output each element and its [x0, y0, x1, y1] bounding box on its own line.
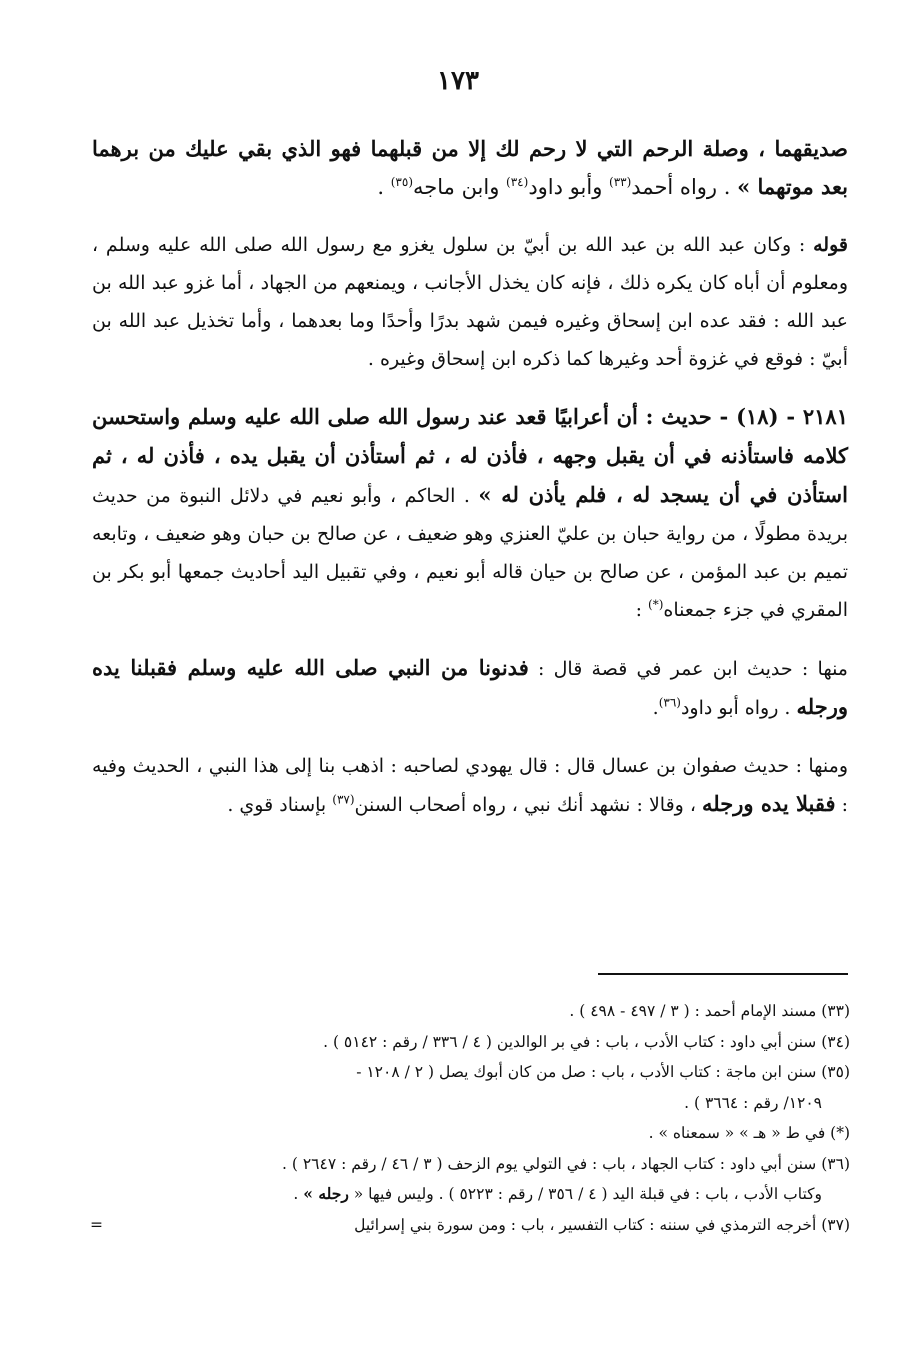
paragraph-hadith-2181: [92, 398, 848, 629]
footnote-36: (٣٦) سنن أبي داود : كتاب الجهاد ، باب : في التولي يوم الزحف ( ٣ / ٤٦ / رقم : ٢٦٤٧ ) .: [282, 1154, 850, 1173]
footnote-ref[interactable]: (٣٣): [609, 175, 632, 189]
footnote-ref[interactable]: (*): [648, 597, 664, 612]
page-number: ١٧٣: [437, 66, 479, 96]
footnote-text: وكتاب الأدب ، باب : في قبلة اليد ( ٤ / ٣٥٦ / رقم : ٥٢٢٣ ) . وليس فيها «: [348, 1185, 822, 1203]
footnote-37: [90, 1210, 850, 1241]
commentary-lead: قوله: [813, 234, 848, 256]
citation-text: .: [377, 175, 391, 199]
paragraph-safwan: [92, 747, 848, 824]
footnote-35-continued: ١٢٠٩/ رقم : ٣٦٦٤ ) .: [684, 1093, 822, 1112]
footnote-ref[interactable]: (٣٥): [390, 175, 413, 189]
footnote-ref[interactable]: (٣٤): [506, 175, 529, 189]
commentary-text: : وكان عبد الله بن عبد الله بن أبيّ بن سلول يغزو مع رسول الله صلى الله عليه وسلم ، ومعلوم أن أباه كان يكره ذلك ، فإنه كان يخذل الأجانب ، ويمنعهم من الجهاد ، أما غزو عبد الله بن عبد الله : فقد عده ابن إسحاق وغيره فيمن شهد بدرًا وأحدًا وما بعدهما ، وأما تخذيل عبد الله بن أبيّ : فوقع في غزوة أحد وغيرها كما ذكره ابن إسحاق وغيره .: [92, 234, 848, 370]
citation-text: .: [652, 697, 659, 719]
footnote-35: (٣٥) سنن ابن ماجة : كتاب الأدب ، باب : صل من كان أبوك يصل ( ٢ / ١٢٠٨ -: [356, 1063, 850, 1081]
paragraph-ibn-umar: [92, 649, 848, 727]
footnote-33: (٣٣) مسند الإمام أحمد : ( ٣ / ٤٩٧ - ٤٩٨ ) .: [569, 1002, 850, 1020]
hadith-text: صديقهما ، وصلة الرحم التي لا رحم لك إلا من قبلهما فهو الذي بقي عليك من برهما بعد موتهما »: [92, 136, 848, 199]
hadith-text: ٢١٨١ - (١٨) - حديث : أن أعرابيًا قعد عند رسول الله صلى الله عليه وسلم واستحسن كلامه فاستأذنه في أن يقبل وجهه ، فأذن له ، ثم أستأذن أن يقبل يده ، فأذن له ، ثم استأذن في أن يسجد له ، فلم يأذن له »: [92, 404, 848, 507]
citation-text: وأبو داود: [528, 175, 610, 199]
main-text: [92, 130, 848, 844]
paragraph-hadith-continuation: [92, 130, 848, 206]
footnotes: [90, 996, 850, 1240]
paragraph-commentary: [92, 226, 848, 378]
footnote-36-continued: [90, 1179, 850, 1210]
continuation-mark: =: [90, 1215, 103, 1234]
takhrij-text: . الحاكم ، وأبو نعيم في دلائل النبوة من حديث بريدة مطولًا ، من رواية حبان بن عليّ العنزي وهو ضعيف ، عن صالح بن حبان وهو ضعيف ، وتابعه تميم بن عبد المؤمن ، عن صالح بن حيان قاله أبو نعيم ، وفي تقبيل اليد أحاديث جمعها أبو بكر بن المقري في جزء جمعناه: [92, 485, 848, 621]
hadith-text: فدنونا من النبي صلى الله عليه وسلم فقبلنا يده ورجله: [92, 655, 848, 719]
narration-text: ومنها : حديث صفوان بن عسال قال : قال يهودي لصاحبه : اذهب بنا إلى هذا النبي ، الحديث وفيه :: [92, 755, 848, 816]
footnote-ref[interactable]: (٣٦): [658, 695, 681, 710]
citation-text: بإسناد قوي .: [227, 794, 333, 816]
hadith-text: فقبلا يده ورجله: [702, 791, 836, 816]
footnote-text: (٣٧) أخرجه الترمذي في سننه : كتاب التفسير ، باب : ومن سورة بني إسرائيل: [354, 1215, 850, 1234]
citation-text: . رواه أحمد: [631, 175, 738, 199]
narration-text: منها : حديث ابن عمر في قصة قال :: [528, 658, 848, 680]
citation-text: ، وقالا : نشهد أنك نبي ، رواه أصحاب السنن: [354, 794, 703, 816]
footnote-separator: [598, 973, 848, 975]
footnote-ref[interactable]: (٣٧): [332, 792, 355, 807]
footnote-star: (*) في ط « هـ » « سمعناه » .: [648, 1124, 850, 1142]
footnote-bold-word: رجله »: [303, 1184, 349, 1203]
citation-text: . رواه أبو داود: [680, 697, 797, 719]
footnote-34: (٣٤) سنن أبي داود : كتاب الأدب ، باب : في بر الوالدين ( ٤ / ٣٣٦ / رقم : ٥١٤٢ ) .: [323, 1032, 850, 1051]
citation-text: وابن ماجه: [413, 175, 507, 199]
takhrij-text: :: [635, 599, 649, 621]
footnote-text: .: [293, 1185, 304, 1203]
